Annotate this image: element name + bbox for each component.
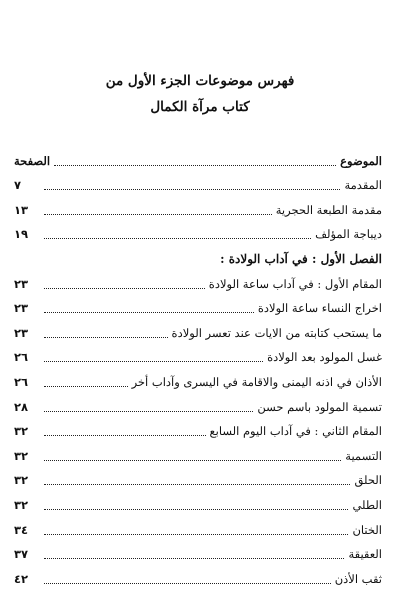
dot-leader [44,509,348,510]
dot-leader [44,361,263,362]
toc-entry-title: ثقب الأذن [334,571,382,586]
toc-entry-page-number: ٢٣ [14,325,29,340]
toc-entry-page-number: ٢٦ [14,350,29,365]
toc-entry-title: مقدمة الطبعة الحجرية [275,202,382,217]
toc-entry-page-number: ٢٨ [14,399,29,414]
table-of-contents [14,146,382,589]
dot-leader [44,411,253,412]
toc-entry-title: المقدمة [344,178,382,193]
toc-entry [14,515,382,540]
toc-entry-page-number: ٣٢ [14,448,29,463]
toc-entry-title: المقام الثاني : في آداب اليوم السابع [209,424,382,439]
toc-entry-page-number: ٣٧ [14,547,29,562]
toc-entry [14,294,382,319]
toc-entry-page-number: ٤٢ [14,571,29,586]
toc-entry [14,417,382,442]
toc-entry [14,466,382,491]
toc-entry-page-number: ٣٢ [14,473,29,488]
toc-entry [14,171,382,196]
dot-leader [44,337,168,338]
toc-entry [14,392,382,417]
dot-leader [54,165,336,166]
toc-entry [14,540,382,565]
toc-entry-title: الأذان في اذنه اليمنى والاقامة في اليسرى وآداب أخر [131,374,382,389]
toc-entry-title: العقيقة [348,547,382,562]
toc-entry-title: الحلق [354,473,382,488]
toc-entry [14,269,382,294]
dot-leader [44,312,254,313]
toc-entry-page-number: ٢٣ [14,301,29,316]
toc-entry-page-number: ٧ [14,178,22,193]
toc-entry [14,195,382,220]
toc-header-topic: الموضوع [340,153,382,168]
toc-entry-title: تسمية المولود باسم حسن [257,399,382,414]
title-line-1: فهرس موضوعات الجزء الأول من [105,73,295,89]
toc-entry-page-number: ١٣ [14,202,29,217]
toc-entry [14,343,382,368]
dot-leader [44,386,128,387]
toc-section-heading [14,244,382,269]
dot-leader [44,558,344,559]
toc-entry [14,441,382,466]
dot-leader [44,214,272,215]
dot-leader [44,435,206,436]
dot-leader [44,460,341,461]
toc-entry-page-number: ٣٤ [14,522,29,537]
toc-entry [14,564,382,589]
toc-header-page: الصفحة [14,153,51,168]
toc-entry-page-number: ٢٣ [14,276,29,291]
toc-entry-page-number: ٢٦ [14,374,29,389]
toc-header-row [14,146,382,171]
toc-entry-title: غسل المولود بعد الولادة [267,350,382,365]
dot-leader [44,189,340,190]
toc-entry-title: الطلي [352,497,382,512]
toc-entry-page-number: ٣٢ [14,497,29,512]
toc-entry-title: ديباجة المؤلف [315,227,382,242]
toc-entry-title: اخراج النساء ساعة الولادة [257,301,382,316]
toc-entry [14,220,382,245]
dot-leader [44,484,350,485]
toc-entry-page-number: ١٩ [14,227,29,242]
page-title [0,68,400,120]
dot-leader [44,583,331,584]
toc-entry-title: الختان [352,522,382,537]
toc-entry [14,318,382,343]
title-line-2: كتاب مرآة الكمال [150,99,250,115]
toc-entry-title: ما يستحب كتابته من الايات عند تعسر الولادة [171,325,382,340]
dot-leader [44,238,311,239]
toc-entry-title: التسمية [345,448,382,463]
toc-entry-title: المقام الأول : في آداب ساعة الولادة [208,276,382,291]
dot-leader [44,288,205,289]
toc-entries [14,171,382,589]
dot-leader [44,534,348,535]
toc-entry [14,490,382,515]
toc-entry-page-number: ٣٢ [14,424,29,439]
toc-entry-title: الفصل الأول : في آداب الولادة : [220,251,382,266]
toc-entry [14,367,382,392]
